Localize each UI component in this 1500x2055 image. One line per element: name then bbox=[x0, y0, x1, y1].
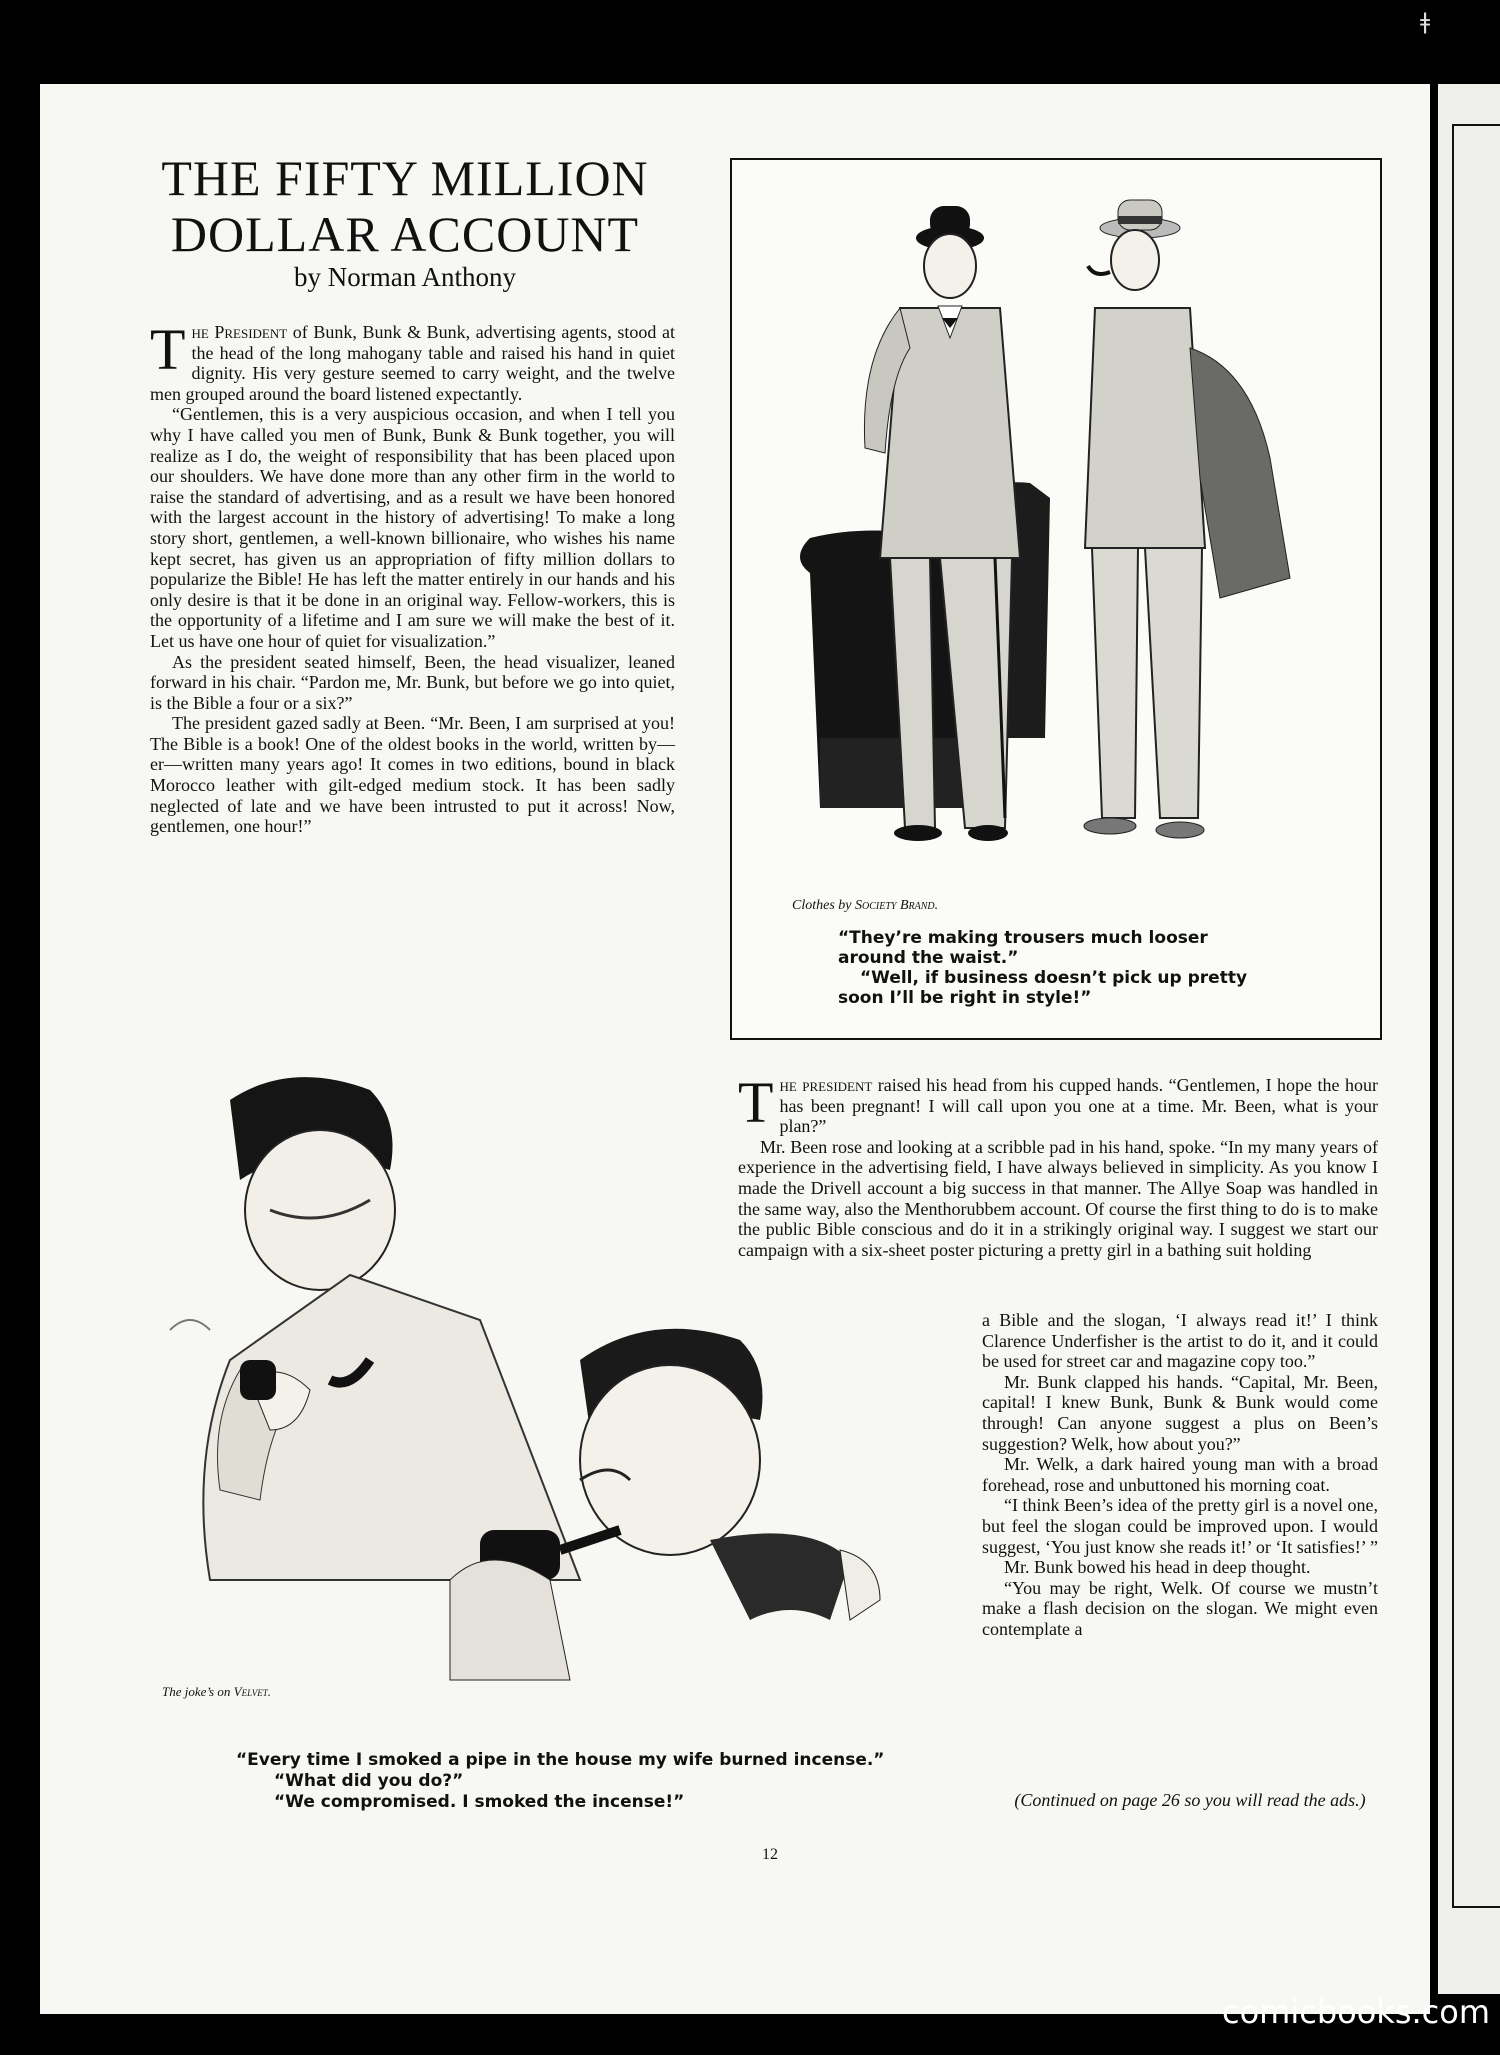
watermark: comicbooks.com bbox=[1222, 1993, 1491, 2031]
paragraph: The president gazed sadly at Been. “Mr. Been, I am surprised at you! The Bible is a book! One of the oldest books in the world, written by—er—written many years ago! It comes in two editions, bound in black Morocco leather with gilt-edged medium stock. It has been sadly neglected of late and we have been intrusted to put it across! Now, gentlemen, one hour!” bbox=[150, 713, 675, 837]
paragraph bbox=[150, 317, 675, 404]
adjacent-page-edge bbox=[1438, 84, 1500, 1994]
caption-line: “They’re making trousers much looser around the waist.” bbox=[838, 928, 1208, 968]
drop-cap: T bbox=[150, 317, 186, 382]
paragraph: Mr. Welk, a dark haired young man with a broad forehead, rose and unbuttoned his morning coat. bbox=[982, 1454, 1378, 1495]
clothes-ad-credit bbox=[792, 898, 938, 914]
paragraph: “You may be right, Welk. Of course we mustn’t make a flash decision on the slogan. We might even contemplate a bbox=[982, 1577, 1378, 1639]
lead-in: he President bbox=[191, 322, 288, 342]
paragraph: “I think Been’s idea of the pretty girl is a novel one, but feel the slogan could be improved upon. I would suggest, ‘You just know she reads it!’ or ‘It satisfies!’ ” bbox=[982, 1495, 1378, 1557]
caption-line: “Well, if business doesn’t pick up pretty soon I’ll be right in style!” bbox=[838, 968, 1248, 1008]
article-column-3 bbox=[982, 1310, 1378, 1640]
paragraph: Mr. Been rose and looking at a scribble pad in his hand, spoke. “In my many years of experience in the advertising field, I have always believed in simplicity. As you know I made the Drivell account a big success in that manner. The Allye Soap was handled in the same way, also the Menthorubbem account. Of course the first thing to do is to make the public Bible conscious and do it in a strikingly original way. I suggest we start our campaign with a six-sheet poster picturing a pretty girl in a bathing suit holding bbox=[738, 1136, 1378, 1260]
credit-prefix: The joke’s on bbox=[162, 1684, 231, 1699]
paragraph-text: raised his head from his cupped hands. “Gentlemen, I hope the hour has been pregnant! I will call upon you one at a time. Mr. Been, what is your plan?” bbox=[779, 1075, 1378, 1137]
paragraph: Mr. Bunk clapped his hands. “Capital, Mr. Been, capital! I knew Bunk, Bunk & Bunk would come through! Can anyone suggest a plus on Been’s suggestion? Welk, how about you?” bbox=[982, 1371, 1378, 1454]
paragraph bbox=[738, 1070, 1378, 1137]
gutter-mark: ǂ bbox=[1420, 10, 1431, 35]
credit-brand: Velvet. bbox=[233, 1684, 271, 1699]
credit-prefix: Clothes by bbox=[792, 898, 852, 913]
paragraph: Mr. Bunk bowed his head in deep thought. bbox=[1004, 1557, 1311, 1578]
caption-line: “We compromised. I smoked the incense!” bbox=[274, 1792, 685, 1812]
caption-line: “Every time I smoked a pipe in the house my wife burned incense.” bbox=[236, 1750, 885, 1770]
article-byline: by Norman Anthony bbox=[294, 262, 516, 292]
credit-brand: Society Brand. bbox=[855, 898, 939, 913]
paragraph-text: of Bunk, Bunk & Bunk, advertising agents, stood at the head of the long mahogany table and raised his hand in quiet dignity. His very gesture seemed to carry weight, and the twelve men grouped around the board listened expectantly. bbox=[150, 322, 675, 404]
paragraph: “Gentlemen, this is a very auspicious occasion, and when I tell you why I have called you men of Bunk, Bunk & Bunk together, you will realize as I do, the weight of responsibility that has been placed upon our shoulders. We have done more than any other firm in the world to raise the standard of advertising, and as a result we have been honored with the largest account in the history of advertising! To make a long story short, gentlemen, a well-known billionaire, who wishes his name kept secret, has given us an appropriation of fifty million dollars to popularize the Bible! He has left the matter entirely in our hands and his only desire is that it be done in an original way. Fellow-workers, this is the opportunity of a lifetime and I am sure we will make the best of it. Let us have one hour of quiet for visualization.” bbox=[150, 404, 675, 651]
two-men-illustration bbox=[750, 178, 1362, 898]
lead-in: he president bbox=[779, 1075, 873, 1095]
velvet-ad-credit bbox=[162, 1684, 271, 1700]
drop-cap: T bbox=[738, 1070, 774, 1135]
clothes-ad-caption bbox=[838, 928, 1278, 1008]
article-column-2 bbox=[738, 1070, 1378, 1260]
page-number: 12 bbox=[762, 1846, 778, 1863]
paragraph: a Bible and the slogan, ‘I always read it!’ I think Clarence Underfisher is the artist to do it, and it could be used for street car and magazine copy too.” bbox=[982, 1310, 1378, 1372]
article-column-1 bbox=[150, 317, 675, 837]
continued-note: (Continued on page 26 so you will read the ads.) bbox=[1014, 1790, 1366, 1810]
article-title: THE FIFTY MILLION DOLLAR ACCOUNT bbox=[161, 150, 649, 262]
velvet-ad-caption bbox=[236, 1750, 906, 1813]
caption-line: “What did you do?” bbox=[274, 1771, 464, 1791]
paragraph: As the president seated himself, Been, the head visualizer, leaned forward in his chair. “Pardon me, Mr. Bunk, but before we go into quiet, is the Bible a four or a six?” bbox=[150, 651, 675, 713]
